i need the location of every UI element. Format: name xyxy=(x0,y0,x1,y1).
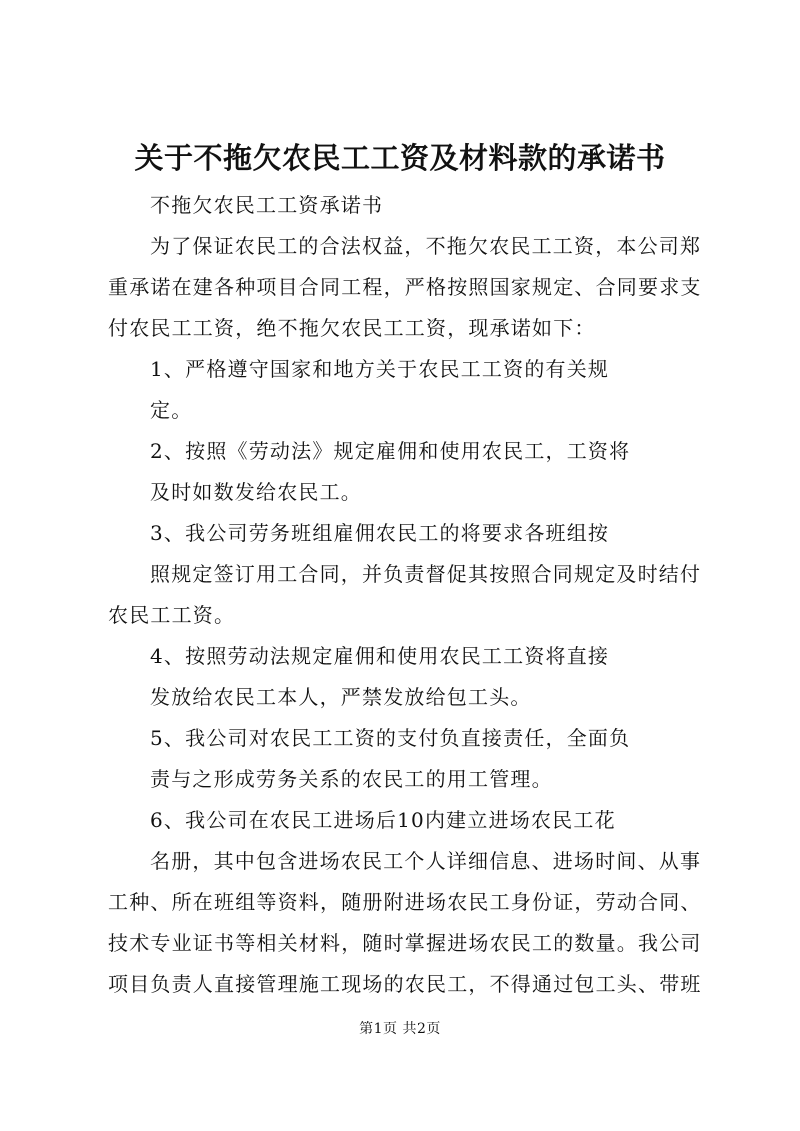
body-line: 5、我公司对农民工工资的支付负直接责任，全面负 xyxy=(150,726,631,750)
page-number: 第1页 共2页 xyxy=(359,1021,441,1037)
body-line: 3、我公司劳务班组雇佣农民工的将要求各班组按 xyxy=(150,521,610,545)
body-line: 工种、所在班组等资料，随册附进场农民工身份证，劳动合同、 xyxy=(108,890,702,914)
body-line: 照规定签订用工合同，并负责督促其按照合同规定及时结付 xyxy=(150,562,702,586)
body-line: 2、按照《劳动法》规定雇佣和使用农民工，工资将 xyxy=(150,439,631,463)
body-line: 6、我公司在农民工进场后10内建立进场农民工花 xyxy=(150,808,616,832)
body-line: 责与之形成劳务关系的农民工的用工管理。 xyxy=(150,767,553,791)
body-line: 1、严格遵守国家和地方关于农民工工资的有关规 xyxy=(150,357,610,381)
body-line: 4、按照劳动法规定雇佣和使用农民工工资将直接 xyxy=(150,644,610,668)
body-line: 及时如数发给农民工。 xyxy=(150,480,362,504)
document-title: 关于不拖欠农民工工资及材料款的承诺书 xyxy=(134,141,666,175)
body-line: 名册，其中包含进场农民工个人详细信息、进场时间、从事 xyxy=(150,849,702,873)
body-line: 定。 xyxy=(150,398,193,422)
body-line: 付农民工工资，绝不拖欠农民工工资，现承诺如下： xyxy=(108,316,596,340)
body-line: 项目负责人直接管理施工现场的农民工，不得通过包工头、带班 xyxy=(108,972,702,996)
body-line: 重承诺在建各种项目合同工程，严格按照国家规定、合同要求支 xyxy=(108,275,702,299)
body-line: 发放给农民工本人，严禁发放给包工头。 xyxy=(150,685,532,709)
body-line: 为了保证农民工的合法权益，不拖欠农民工工资，本公司郑 xyxy=(150,234,702,258)
body-line: 农民工工资。 xyxy=(108,603,236,627)
body-line: 不拖欠农民工工资承诺书 xyxy=(150,193,384,217)
body-line: 技术专业证书等相关材料，随时掌握进场农民工的数量。我公司 xyxy=(108,931,702,955)
